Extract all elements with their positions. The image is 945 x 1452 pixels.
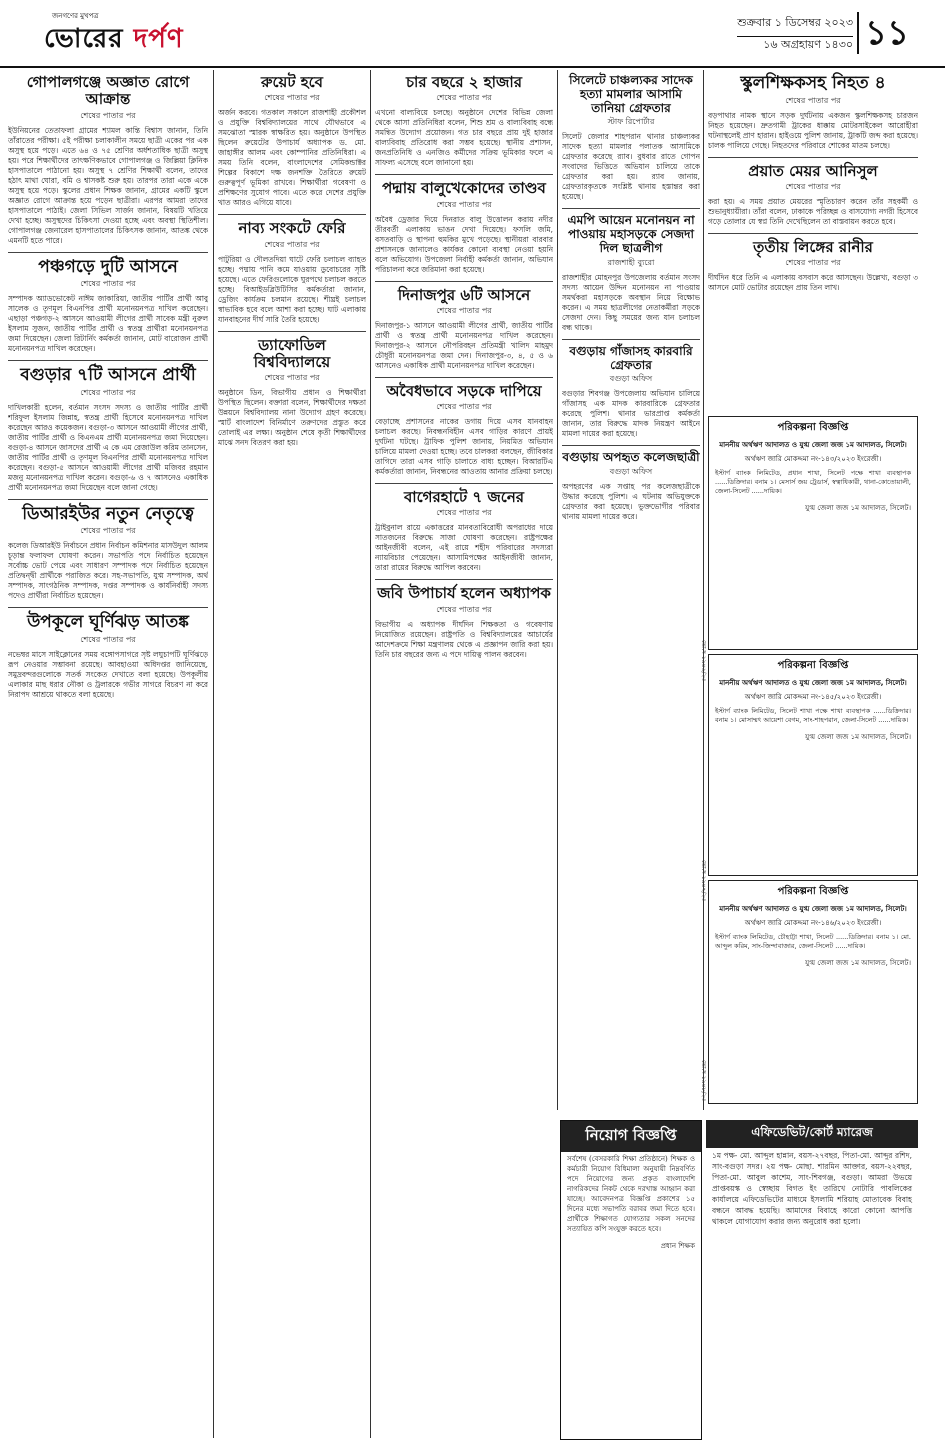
story-text: নভেম্বর মাসে সাইক্লোনের সময় বঙ্গোপসাগরে সৃষ্ট লঘুচাপটি ঘূর্ণিঝড়ে রূপ নেওয়ার সম্ভাবনা রয়েছে। আবহাওয়া অধিদপ্তর জানিয়েছে, সমুদ্রবন্দরগুলোকে সতর্ক সংকেত দেখাতে বলা হয়েছে। উপকূলীয় এলাকার মাছ ধরার নৌকা ও ট্রলারকে গভীর সাগরে বিচরণ না করে নিরাপদ আশ্রয়ে থাকতে বলা হয়েছে। [8, 649, 208, 699]
job-notice-signature: প্রধান শিক্ষক [660, 1242, 695, 1250]
story-divider [375, 579, 553, 580]
byline: রাজশাহী ব্যুরো [607, 257, 655, 267]
notice-signature: যুগ্ম জেলা জজ ১ম আদালত, সিলেট। [805, 959, 911, 967]
story-text: সিলেট জেলার শাহপরান থানার চাঞ্চল্যকর সাদেক হত্যা মামলার পলাতক আসামিকে গ্রেফতার করেছে র‍্যাব। বুধবার রাতে গোপন সংবাদের ভিত্তিতে অভিযান চালিয়ে তাকে গ্রেফতার করা হয়। র‍্যাব জানায়, গ্রেফতারকৃতকে সংশ্লিষ্ট থানায় হস্তান্তর করা হয়েছে। [562, 132, 700, 202]
story-text: কলেজ ডিআরইউ নির্বাচনে প্রধান নির্বাচন কমিশনার মাসউদুল আলম চূড়ান্ত ফলাফল ঘোষণা করেন। সভাপতি পদে নির্বাচিত হয়েছেন সর্বোচ্চ ভোট পেয়ে এবং সাধারণ সম্পাদক পদে নির্বাচিত হয়েছেন প্রতিদ্বন্দ্বী প্রার্থীকে পরাজিত করে। সহ-সভাপতি, যুগ্ম সম্পাদক, অর্থ সম্পাদক, সাংগঠনিক সম্পাদক, দপ্তর সম্পাদক ও কার্যনির্বাহী সদস্য পদেও প্রার্থীরা নির্বাচিত হয়েছেন। [8, 541, 208, 601]
column-divider [557, 70, 558, 1110]
story-divider [562, 208, 700, 209]
ad-code: ভো.দ-১৯৪৭/২৩ [700, 860, 707, 902]
notice-case: অর্থঋণ জারি মোকদ্দমা নং-১৪৫/২০২৩ ইংরেজী। [744, 693, 882, 701]
byline: স্টাফ রিপোর্টার [607, 117, 655, 127]
headline-illegal-vehicles: অবৈধভাবে সড়কে দাপিয়ে [386, 381, 542, 400]
story-text: ট্রাইবুনাল রায়ে একাত্তরের মানবতাবিরোধী অপরাধের দায়ে সাতজনের বিরুদ্ধে সাজা ঘোষণা করেছেন। রাষ্ট্রপক্ষের আইনজীবী বলেন, এই রায়ে শহীদ পরিবারের সদস্যরা ন্যায়বিচার পেয়েছেন। আসামিপক্ষের আইনজীবী জানান, তারা রায়ের বিরুদ্ধে আপিল করবেন। [375, 523, 553, 573]
column-5 [708, 70, 918, 410]
story-text: বড়পাথার নামক স্থানে সড়ক দুর্ঘটনায় একজন স্কুলশিক্ষকসহ চারজন নিহত হয়েছেন। দ্রুতগামী ট্রাকের ধাক্কায় মোটরসাইকেল আরোহীরা ঘটনাস্থলেই প্রাণ হারান। হাইওয়ে পুলিশ জানায়, ট্রাকটি জব্দ করা হয়েছে। চালক পালিয়ে গেছে। নিহতদের পরিবারে শোকের মাতম চলছে। [708, 110, 918, 150]
headline-mp-protest: এমপি আয়েন মনোনয়ন না পাওয়ায় মহাসড়কে সেজদা দিল ছাত্রলীগ [567, 213, 695, 255]
continuation-label: শেষের পাতার পর [264, 239, 320, 249]
column-4 [562, 70, 700, 1114]
story-divider [562, 445, 700, 446]
story-text: দাখিলকারী হলেন, বর্তমান সংসদ সদস্য ও জাতীয় পার্টির প্রার্থী শরিফুল ইসলাম জিন্নাহ, স্বতন্ত্র প্রার্থী হিসেবে মনোনয়নপত্র দাখিল করেছেন আরও কয়েকজন। বগুড়া-৩ আসনে আওয়ামী লীগের প্রার্থী, জাতীয় পার্টির প্রার্থী ও বিএনএম প্রার্থী মনোনয়নপত্র জমা দিয়েছেন। বগুড়া-৪ আসনে জাসদের প্রার্থী এ কে এম রেজাউল করিম তানসেন, জাতীয় পার্টির প্রার্থী ও তৃণমূল বিএনপির প্রার্থী মনোনয়নপত্র দাখিল করেছেন। বগুড়া-৫ আসনে আওয়ামী লীগের প্রার্থী মজিবর রহমান মজনু মনোনয়নপত্র দাখিল করেন। বগুড়া-৬ ও ৭ আসনেও একাধিক প্রার্থী মনোনয়নপত্র জমা দিয়েছেন বলে জানা গেছে। [8, 402, 208, 492]
notice-title: পরিকল্পনা বিজ্ঞপ্তি [777, 660, 849, 671]
story-divider [375, 377, 553, 378]
headline-gopalganj: গোপালগঞ্জে অজ্ঞাত রোগে আক্রান্ত [26, 73, 190, 109]
date-gregorian: শুক্রবার ১ ডিসেম্বর ২০২৩ [737, 14, 853, 37]
headline-dinajpur: দিনাজপুর ৬টি আসনে [397, 285, 531, 304]
story-text: পাটুরিয়া ও দৌলতদিয়া ঘাটে ফেরি চলাচল ব্যাহত হচ্ছে। পদ্মায় পানি কমে যাওয়ায় ডুবোচরের সৃষ্টি হয়েছে। এতে ফেরিগুলোকে ঘুরপথে চলাচল করতে হচ্ছে। বিআইডব্লিউটিসির কর্মকর্তারা জানান, ড্রেজিং কার্যক্রম চলমান রয়েছে। শীঘ্রই চলাচল স্বাভাবিক হবে বলে আশা করা হচ্ছে। ঘাট এলাকায় যানবাহনের দীর্ঘ সারি তৈরি হয়েছে। [218, 254, 366, 324]
headline-ruet: রুয়েট হবে [260, 73, 324, 91]
job-notice-text: সর্বশেষ (বেসরকারি শিক্ষা প্রতিষ্ঠানে) শিক্ষক ও কর্মচারী নিয়োগ বিধিমালা অনুযায়ী নিম্নবর্ণিত পদে নিয়োগের জন্য প্রকৃত বাংলাদেশি নাগরিকদের নিকট থেকে দরখাস্ত আহ্বান করা যাচ্ছে। আবেদনপত্র বিজ্ঞপ্তি প্রকাশের ১৫ দিনের মধ্যে সভাপতি বরাবর জমা দিতে হবে। প্রার্থীকে শিক্ষাগত যোগ্যতার সকল সনদের সত্যায়িত কপি সংযুক্ত করতে হবে। [567, 1155, 695, 1233]
continuation-label: শেষের পাতার পর [80, 110, 136, 120]
story-divider [8, 360, 208, 361]
column-divider [703, 70, 704, 1110]
masthead [0, 0, 945, 68]
continuation-label: শেষের পাতার পর [785, 181, 841, 191]
continuation-label: শেষের পাতার পর [436, 402, 492, 411]
continuation-label: শেষের পাতার পর [436, 508, 492, 518]
headline-teacher-killed: স্কুলশিক্ষকসহ নিহত ৪ [740, 73, 886, 93]
affidavit-notice [706, 1120, 918, 1438]
headline-jnu-vc: জবি উপাচার্য হলেন অধ্যাপক [377, 584, 551, 603]
column-divider [213, 70, 214, 1438]
headline-bogura-abducted: বগুড়ায় অপহৃত কলেজছাত্রী [562, 450, 700, 465]
story-text: এখনো বাল্যবিয়ে চলছে। অনুষ্ঠানে দেশের বিভিন্ন জেলা থেকে আসা প্রতিনিধিরা বলেন, শিশু শ্রম ও বাল্যবিবাহ বন্ধে সমন্বিত উদ্যোগ প্রয়োজন। গত চার বছরে প্রায় দুই হাজার বাল্যবিবাহ প্রতিরোধ করা সম্ভব হয়েছে। স্থানীয় প্রশাসন, জনপ্রতিনিধি ও এনজিও কর্মীদের সক্রিয় ভূমিকার ফলে এ সাফল্য এসেছে বলে জানানো হয়। [375, 108, 553, 168]
headline-padma-sand: পদ্মায় বালুখেকোদের তাণ্ডব [382, 179, 546, 198]
story-text: দীর্ঘদিন ধরে তিনি এ এলাকায় বসবাস করে আসছেন। উল্লেখ্য, বগুড়া ৩ আসনে মোট ভোটার রয়েছেন প্রায় তিন লাখ। [708, 273, 918, 293]
continuation-label: শেষের পাতার পর [80, 279, 136, 289]
column-2 [218, 70, 366, 1442]
story-divider [8, 607, 208, 608]
notice-body: ইস্টার্ণ ব্যাংক লিমিটেড, প্রধান শাখা, সিলেট পক্ষে শাখা ব্যবস্থাপক ......ডিক্রিদার। বনাম ১। মেসার্স জয় ট্রেডার্স, স্বত্বাধিকারী, থানা-কোতোয়ালী, জেলা-সিলেট ......দায়িক। [715, 469, 911, 495]
headline-dru: ডিআরইউর নতুন নেতৃত্বে [22, 503, 194, 524]
continuation-label: শেষের পাতার পর [436, 199, 492, 209]
byline: বগুড়া অফিস [609, 374, 653, 384]
story-text: অবৈধ ড্রেজার দিয়ে দিনরাত বালু উত্তোলন করায় নদীর তীরবর্তী এলাকায় ভাঙন দেখা দিয়েছে। ফসলি জমি, বসতবাড়ি ও স্থাপনা হুমকির মুখে পড়েছে। স্থানীয়রা বারবার প্রশাসনকে জানালেও কার্যকর কোনো ব্যবস্থা নেওয়া হয়নি বলে অভিযোগ। উপজেলা নির্বাহী কর্মকর্তা জানান, অভিযান পরিচালনা করে জরিমানা করা হয়েছে। [375, 214, 553, 274]
story-text: অর্জন করবে। গতকাল সকালে রাজশাহী প্রকৌশল ও প্রযুক্তি বিশ্ববিদ্যালয়ের সাথে যৌথভাবে এ সমঝোতা স্মারক স্বাক্ষরিত হয়। অনুষ্ঠানে উপস্থিত ছিলেন রুয়েটের উপাচার্য অধ্যাপক ড. মো. জাহাঙ্গীর আলম এবং কোম্পানির প্রতিনিধিরা। এ সময় তিনি বলেন, বাংলাদেশের সেমিকন্ডাক্টর শিল্পের বিকাশে দক্ষ জনশক্তি তৈরিতে রুয়েট গুরুত্বপূর্ণ ভূমিকা রাখবে। শিক্ষার্থীরা গবেষণা ও প্রশিক্ষণের সুযোগ পাবে। এতে করে দেশের প্রযুক্তি খাত আরও এগিয়ে যাবে। [218, 108, 366, 208]
ad-code: ভো.দ-১৯৪৬/২৩ [700, 640, 707, 682]
story-text: করা হয়। এ সময় প্রয়াত মেয়রের স্মৃতিচারণ করেন তাঁর সহকর্মী ও শুভানুধ্যায়ীরা। তাঁরা বলেন, ঢাকাকে পরিচ্ছন্ন ও বাসযোগ্য নগরী হিসেবে গড়ে তোলার যে স্বপ্ন তিনি দেখেছিলেন তা বাস্তবায়ন করতে হবে। [708, 196, 918, 226]
date-bangla: ১৬ অগ্রহায়ণ ১৪৩০ [763, 38, 853, 51]
headline-daffodil: ড্যাফোডিল বিশ্ববিদ্যালয়ে [253, 335, 331, 371]
court-notice-1 [708, 416, 918, 650]
story-divider [218, 331, 366, 332]
notice-title: পরিকল্পনা বিজ্ঞপ্তি [777, 886, 849, 897]
story-text: দিনাজপুর-১ আসনে আওয়ামী লীগের প্রার্থী, জাতীয় পার্টির প্রার্থী ও স্বতন্ত্র প্রার্থী মনোনয়নপত্র দাখিল করেছেন। দিনাজপুর-২ আসনে নৌপরিবহন প্রতিমন্ত্রী খালিদ মাহমুদ চৌধুরী মনোনয়নপত্র জমা দেন। দিনাজপুর-৩, ৪, ৫ ও ৬ আসনেও একাধিক প্রার্থী মনোনয়নপত্র দাখিল করেছেন। [375, 320, 553, 370]
job-notice [560, 1120, 702, 1440]
job-notice-title: নিয়োগ বিজ্ঞপ্তি [561, 1121, 701, 1152]
brand-tagline: জনগণের মুখপত্র [52, 12, 99, 20]
continuation-label: শেষের পাতার পর [80, 526, 136, 536]
continuation-label: শেষের পাতার পর [436, 93, 492, 103]
court-notice-2 [708, 654, 918, 876]
story-text: ইউনিয়নের তেতাফলা গ্রামের শ্যামল কান্তি বিশ্বাস জানান, তিনি তাঁরাতের পরীক্ষা। ৫ই পরীক্ষা চলাকালীন সময়ে ছাত্রী একের পর এক অসুস্থ হয়ে পড়ে। এতে ৬৪ ও ৭৫ শ্রেণির অর্ধশতাধিক ছাত্রী অসুস্থ হয়। পরে শিক্ষার্থীদের তাৎক্ষণিকভাবে গোপালগঞ্জ ও জিল্লিয়া ক্লিনিক হাসপাতালে পাঠানো হয়। অসুস্থ ৭ শ্রেণির শিক্ষার্থী বলেন, তাদের হঠাৎ মাথা ঘোরা, বমি ও শ্বাসকষ্ট শুরু হয়। তারপর তারা একে একে অসুস্থ হয়ে পড়ে। স্কুলের প্রধান শিক্ষক জানান, গ্রামের একটি স্কুলে অজ্ঞাত রোগে আক্রান্ত হয়ে পড়েন ছাত্রীরা। এরপর আমরা তাদের হাসপাতালে পাঠাই। জেলা সিভিল সার্জন জানান, বিষয়টি খতিয়ে দেখা হচ্ছে। অসুস্থদের চিকিৎসা দেওয়া হচ্ছে এবং অবস্থা স্থিতিশীল। গোপালগঞ্জ জেনারেল হাসপাতালের চিকিৎসক জানান, আতঙ্ক থেকে এমনটি হতে পারে। [8, 125, 208, 245]
story-divider [375, 281, 553, 282]
story-text: বগুড়ার শিবগঞ্জ উপজেলায় অভিযান চালিয়ে গাঁজাসহ এক মাদক কারবারিকে গ্রেফতার করেছে পুলিশ। থানার ভারপ্রাপ্ত কর্মকর্তা জানান, তার বিরুদ্ধে মাদক নিয়ন্ত্রণ আইনে মামলা দায়ের করা হয়েছে। [562, 389, 700, 439]
notice-body: ইস্টার্ণ ব্যাংক লিমিটেড, চৌহাট্টা শাখা, সিলেট ......ডিক্রিদার। বনাম ১। মো. আব্দুল করিম, সাং-জিন্দাবাজার, জেলা-সিলেট ......দায়িক। [715, 933, 911, 950]
affidavit-title: এফিডেভিট/কোর্ট ম্যারেজ [706, 1120, 918, 1148]
notice-case: অর্থঋণ জারি মোকদ্দমা নং-১৪৬/২০২৩ ইংরেজী। [744, 919, 882, 927]
story-text: সম্পাদক অ্যাডভোকেট নাঈম জাকারিয়া, জাতীয় পার্টির প্রার্থী আবু সালেক ও তৃণমূল বিএনপির প্রার্থী মনোনয়নপত্র দাখিল করেছেন। এছাড়া পঞ্চগড়-২ আসনে আওয়ামী লীগের প্রার্থী সাবেক মন্ত্রী নুরুল ইসলাম সুজন, জাতীয় পার্টির প্রার্থী ও স্বতন্ত্র প্রার্থীরা মনোনয়নপত্র জমা দিয়েছেন। জেলা রিটার্নিং কর্মকর্তা জানান, মোট বারোজন প্রার্থী মনোনয়নপত্র দাখিল করেছেন। [8, 294, 208, 354]
story-text: রাজশাহীর মোহনপুর উপজেলায় বর্তমান সংসদ সদস্য আয়েন উদ্দিন মনোনয়ন না পাওয়ায় সমর্থকরা মহাসড়কে অবস্থান নিয়ে বিক্ষোভ করেন। এ সময় ছাত্রলীগের নেতাকর্মীরা সড়কে সেজদা দেন। কিছু সময়ের জন্য যান চলাচল বন্ধ থাকে। [562, 272, 700, 332]
story-text: বেড়াচ্ছে প্রশাসনের নাকের ডগায় দিয়ে এসব যানবাহন চলাচল করছে। নিবন্ধনবিহীন এসব গাড়ির কারণে প্রায়ই দুর্ঘটনা ঘটছে। ট্রাফিক পুলিশ জানায়, নিয়মিত অভিযান চালিয়ে মামলা দেওয়া হচ্ছে। তবে চালকরা বলছেন, জীবিকার তাগিদে তারা এসব গাড়ি চালাতে বাধ্য হচ্ছেন। বিআরটিএ কর্মকর্তারা জানান, নিবন্ধনের আওতায় আনার প্রক্রিয়া চলছে। [375, 417, 553, 476]
headline-third-gender: তৃতীয় লিঙ্গের রানীর [753, 237, 873, 256]
headline-bogura-seats: বগুড়ার ৭টি আসনে প্রার্থী [20, 365, 196, 386]
brand-word-2: দর্পণ [123, 24, 184, 54]
notice-title: পরিকল্পনা বিজ্ঞপ্তি [777, 422, 849, 433]
page-number: ১১ [857, 12, 915, 54]
story-text: অপহরণের এক সপ্তাহ পর কলেজছাত্রীকে উদ্ধার করেছে পুলিশ। এ ঘটনায় অভিযুক্তকে গ্রেফতার করা হয়েছে। ভুক্তভোগীর পরিবার থানায় মামলা দায়ের করে। [562, 482, 700, 522]
headline-ferry: নাব্য সংকটে ফেরি [238, 219, 346, 238]
story-divider [708, 157, 918, 158]
notice-court: মাননীয় অর্থঋণ আদালত ও যুগ্ম জেলা জজ ১ম আদালত, সিলেট। [719, 441, 907, 449]
notice-body: ইস্টার্ণ ব্যাংক লিমিটেড, সিলেট শাখা পক্ষে শাখা ব্যবস্থাপক ......ডিক্রিদার। বনাম ১। মোসাম্মৎ আয়েশা বেগম, সাং-শাহপরান, জেলা-সিলেট ......দায়িক। [715, 707, 911, 724]
headline-panchagarh: পঞ্চগড়ে দুটি আসনে [38, 256, 178, 277]
brand-word-1: ভোরের [44, 24, 124, 54]
continuation-label: শেষের পাতার পর [264, 373, 320, 382]
continuation-label: শেষের পাতার পর [436, 604, 492, 614]
headline-child-marriage: চার বছরে ২ হাজার [405, 73, 523, 91]
court-notice-3 [708, 880, 918, 1104]
notice-signature: যুগ্ম জেলা জজ ১ম আদালত, সিলেট। [805, 733, 911, 741]
ad-code: ভো.দ-১৯৪৮/২৩ [700, 1060, 707, 1102]
story-text: বিভাগীয় এ অধ্যাপক দীর্ঘদিন শিক্ষকতা ও গবেষণায় নিয়োজিত রয়েছেন। রাষ্ট্রপতি ও বিশ্ববিদ্যালয়ের আচার্যের আদেশক্রমে শিক্ষা মন্ত্রণালয় থেকে এ প্রজ্ঞাপন জারি করা হয়। তিনি চার বছরের জন্য এ পদে দায়িত্ব পালন করবেন। [375, 619, 553, 659]
story-divider [8, 252, 208, 253]
continuation-label: শেষের পাতার পর [785, 95, 841, 105]
headline-bagerhat: বাগেরহাটে ৭ জনের [403, 488, 525, 506]
story-text: অনুষ্ঠানে ডিন, বিভাগীয় প্রধান ও শিক্ষার্থীরা উপস্থিত ছিলেন। বক্তারা বলেন, শিক্ষার্থীদের দক্ষতা উন্নয়নে বিশ্ববিদ্যালয় নানা উদ্যোগ গ্রহণ করেছে। স্মার্ট বাংলাদেশ বিনির্মাণে তরুণদের প্রস্তুত করে তোলাই এর লক্ষ্য। অনুষ্ঠান শেষে কৃতী শিক্ষার্থীদের মাঝে সনদ বিতরণ করা হয়। [218, 388, 366, 447]
affidavit-text: ১ম পক্ষ- মো. আব্দুল হান্নান, বয়স-২৭বছর, পিতা-মো. আব্দুর রশিদ, সাং-বগুড়া সদর। ২য় পক্ষ- মোছা. শারমিন আক্তার, বয়স-২২বছর, পিতা-মো. আবুল কাশেম, সাং-শিবগঞ্জ, বগুড়া। আমরা উভয়ে প্রাপ্তবয়স্ক ও স্বেচ্ছায় বিগত ইং তারিখে নোটারি পাবলিকের কার্যালয়ে এফিডেভিটের মাধ্যমে ইসলামি শরিয়াহ মোতাবেক বিবাহ বন্ধনে আবদ্ধ হয়েছি। আমাদের বিবাহে কারো কোনো আপত্তি থাকলে যোগাযোগ করার জন্য অনুরোধ করা হলো। [712, 1151, 912, 1226]
continuation-label: শেষের পাতার পর [264, 93, 320, 103]
continuation-label: শেষের পাতার পর [80, 634, 136, 644]
continuation-label: শেষের পাতার পর [785, 258, 841, 268]
notice-signature: যুগ্ম জেলা জজ ১ম আদালত, সিলেট। [805, 504, 911, 512]
story-divider [708, 233, 918, 234]
continuation-label: শেষের পাতার পর [80, 387, 136, 397]
brand-logo [44, 18, 184, 62]
story-divider [218, 214, 366, 215]
headline-sylhet-arrest: সিলেটে চাঞ্চল্যকর সাদেক হত্যা মামলার আসামি তানিয়া গ্রেফতার [569, 73, 693, 115]
story-divider [562, 339, 700, 340]
notice-case: অর্থঋণ জারি মোকদ্দমা নং-১৪৩/২০২৩ ইংরেজী। [744, 455, 882, 463]
story-divider [375, 483, 553, 484]
notice-court: মাননীয় অর্থঋণ আদালত ও যুগ্ম জেলা জজ ১ম আদালত, সিলেট। [719, 679, 907, 687]
headline-bogura-arrest: বগুড়ায় গাঁজাসহ কারবারি গ্রেফতার [569, 343, 693, 372]
byline: বগুড়া অফিস [609, 467, 653, 477]
story-divider [375, 174, 553, 175]
column-3 [375, 70, 553, 1442]
headline-cyclone: উপকূলে ঘূর্ণিঝড় আতঙ্ক [27, 612, 189, 633]
notice-court: মাননীয় অর্থঋণ আদালত ও যুগ্ম জেলা জজ ১ম আদালত, সিলেট। [719, 905, 907, 913]
column-1 [8, 70, 208, 1442]
column-divider [370, 70, 371, 1438]
story-divider [8, 499, 208, 500]
headline-mayor-anisul: প্রয়াত মেয়র আনিসুল [748, 161, 878, 180]
continuation-label: শেষের পাতার পর [436, 305, 492, 315]
